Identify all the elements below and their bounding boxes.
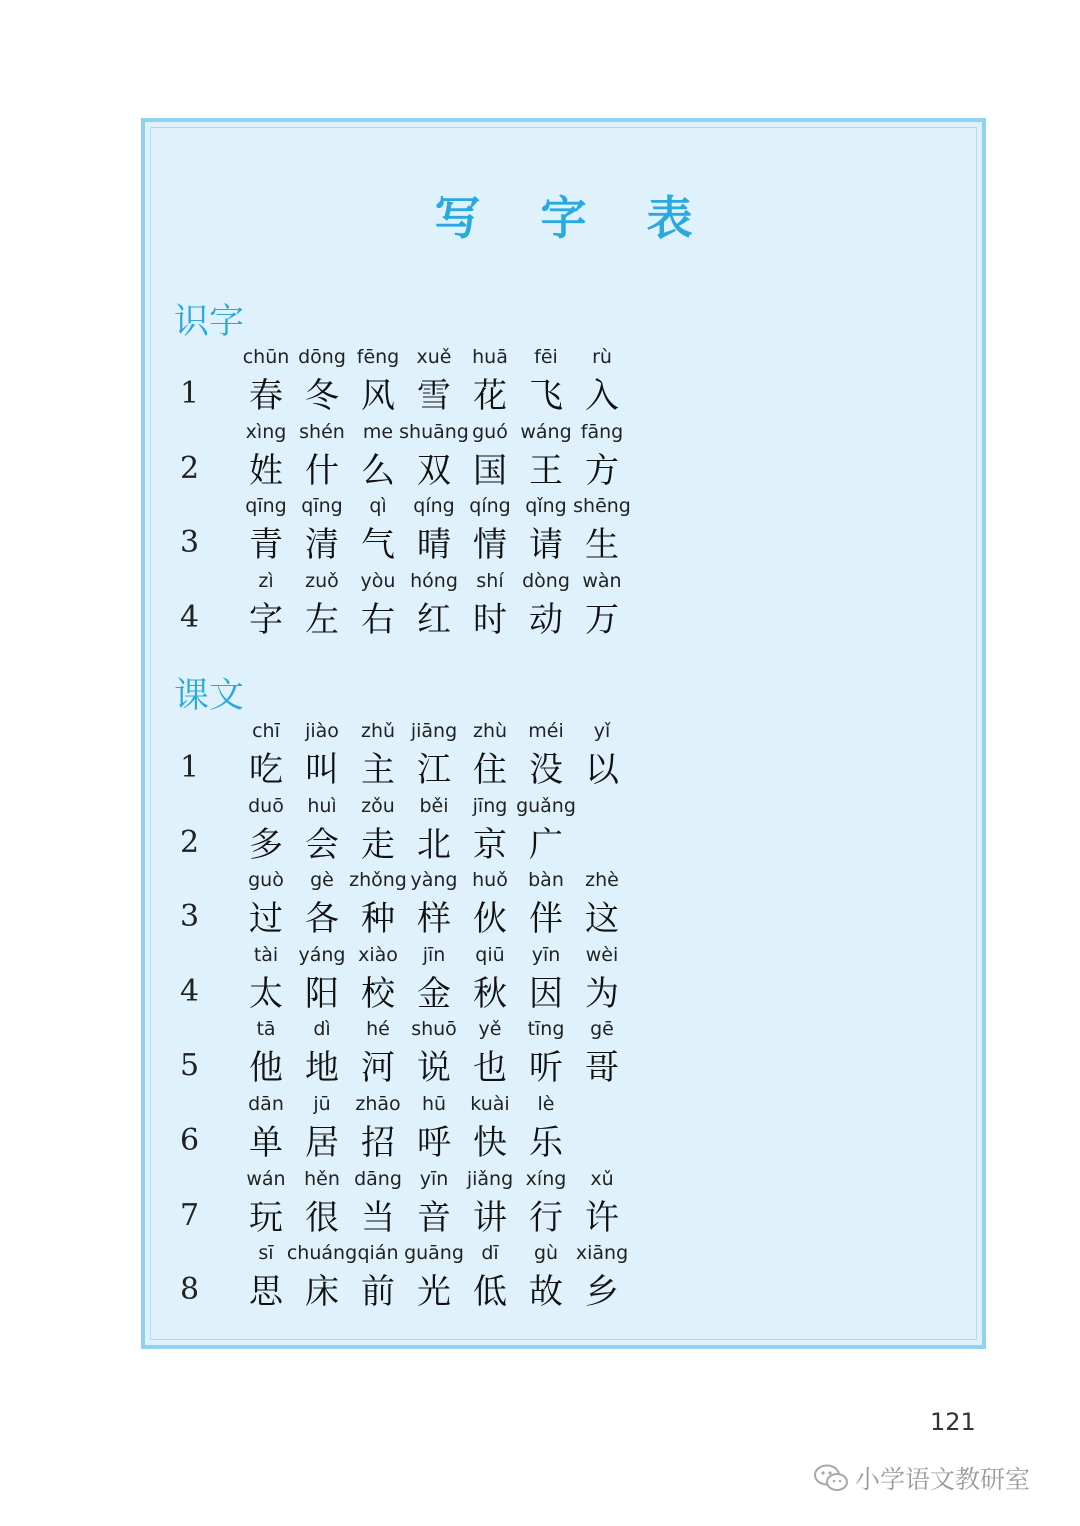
pinyin: shí	[476, 569, 504, 592]
hanzi: 这	[585, 899, 619, 940]
pinyin: yàng	[410, 869, 458, 892]
pinyin: jiǎng	[466, 1167, 514, 1190]
row-number: 6	[180, 1123, 200, 1158]
row-number: 4	[180, 973, 200, 1009]
char-row	[145, 421, 982, 495]
hanzi: 江	[417, 750, 451, 790]
char-row	[145, 1242, 982, 1316]
pinyin: wán	[246, 1167, 286, 1190]
hanzi: 花	[473, 376, 507, 416]
hanzi: 快	[473, 1123, 507, 1163]
hanzi: 会	[305, 824, 339, 865]
pinyin: qián	[357, 1242, 399, 1265]
pinyin: qíng	[469, 495, 511, 518]
hanzi: 地	[305, 1048, 339, 1089]
pinyin: xìng	[245, 420, 287, 443]
hanzi: 伴	[529, 899, 563, 940]
pinyin: huǒ	[472, 869, 508, 892]
pinyin: chūn	[242, 346, 290, 368]
hanzi: 么	[361, 450, 395, 491]
pinyin: rù	[592, 346, 612, 368]
hanzi: 说	[417, 1048, 451, 1089]
hanzi: 音	[417, 1197, 451, 1238]
watermark-text: 小学语文教研室	[855, 1465, 1031, 1494]
writing-table-panel	[141, 118, 986, 1349]
hanzi: 广	[529, 824, 563, 865]
pinyin: dān	[248, 1093, 284, 1115]
char-row	[145, 1168, 982, 1242]
pinyin: yě	[478, 1018, 502, 1041]
pinyin: shén	[299, 420, 345, 443]
hanzi: 红	[417, 599, 451, 640]
row-number: 2	[180, 450, 200, 486]
hanzi: 太	[249, 973, 283, 1014]
pinyin: wàn	[582, 569, 622, 592]
hanzi: 校	[361, 973, 395, 1014]
pinyin: fēng	[356, 346, 400, 368]
char-cell	[572, 495, 632, 569]
hanzi: 招	[361, 1123, 395, 1163]
hanzi: 走	[361, 824, 395, 865]
pinyin: kuài	[470, 1093, 510, 1115]
pinyin: qīng	[301, 495, 343, 518]
hanzi: 金	[417, 973, 451, 1014]
hanzi: 吃	[249, 750, 283, 790]
hanzi: 也	[473, 1048, 507, 1089]
char-cell	[516, 1093, 576, 1167]
hanzi: 听	[529, 1048, 563, 1089]
hanzi: 请	[529, 525, 563, 566]
pinyin: zhè	[585, 869, 619, 892]
pinyin: lè	[537, 1093, 555, 1115]
char-cell	[572, 1168, 632, 1242]
watermark	[813, 1460, 1030, 1496]
char-row	[145, 795, 982, 869]
char-row	[145, 346, 982, 420]
pinyin: xuě	[416, 346, 452, 368]
pinyin: dōng	[298, 346, 346, 368]
pinyin: zhǔ	[360, 720, 396, 742]
hanzi: 秋	[473, 973, 507, 1014]
row-number: 3	[180, 525, 200, 561]
pinyin: zhāo	[355, 1093, 401, 1115]
hanzi: 左	[305, 599, 339, 640]
pinyin: fēi	[534, 346, 558, 368]
row-number: 4	[180, 599, 200, 635]
hanzi: 时	[473, 599, 507, 640]
pinyin: qì	[369, 495, 387, 518]
pinyin: xíng	[525, 1167, 567, 1190]
hanzi: 入	[585, 376, 619, 416]
hanzi: 床	[305, 1272, 339, 1313]
hanzi: 右	[361, 599, 395, 640]
char-cell	[572, 944, 632, 1018]
pinyin: xiào	[358, 943, 398, 966]
pinyin: jiāng	[410, 720, 458, 742]
pinyin: guāng	[404, 1242, 464, 1265]
pinyin: jīng	[472, 794, 508, 817]
pinyin: jiào	[305, 720, 339, 742]
hanzi: 字	[249, 599, 283, 640]
char-cell	[572, 1242, 632, 1316]
pinyin: méi	[528, 720, 564, 742]
pinyin: zuǒ	[305, 569, 339, 592]
row-number: 3	[180, 899, 200, 935]
pinyin: jū	[313, 1093, 331, 1115]
hanzi: 样	[417, 899, 451, 940]
hanzi: 玩	[249, 1197, 283, 1238]
hanzi: 乡	[585, 1272, 619, 1313]
char-cell	[516, 795, 576, 869]
pinyin: gē	[590, 1018, 614, 1041]
wechat-icon	[813, 1463, 849, 1493]
char-cell	[572, 570, 632, 644]
pinyin: yīn	[419, 1167, 449, 1190]
pinyin: zì	[258, 569, 274, 592]
pinyin: dì	[313, 1018, 331, 1041]
pinyin: yīn	[531, 943, 561, 966]
pinyin: hóng	[410, 569, 458, 592]
hanzi: 主	[361, 750, 395, 790]
pinyin: yáng	[298, 943, 346, 966]
hanzi: 叫	[305, 750, 339, 790]
hanzi: 春	[249, 376, 283, 416]
hanzi: 飞	[529, 376, 563, 416]
pinyin: tài	[253, 943, 279, 966]
pinyin: shuāng	[399, 420, 469, 443]
pinyin: zǒu	[361, 794, 395, 817]
hanzi: 生	[585, 525, 619, 566]
pinyin: chuáng	[286, 1242, 358, 1265]
pinyin: xiāng	[575, 1242, 629, 1265]
hanzi: 哥	[585, 1048, 619, 1089]
hanzi: 北	[417, 824, 451, 865]
hanzi: 行	[529, 1197, 563, 1238]
pinyin: me	[362, 420, 394, 443]
pinyin: shēng	[573, 495, 631, 518]
row-number: 7	[180, 1197, 200, 1233]
pinyin: guǎng	[516, 794, 576, 817]
hanzi: 阳	[305, 973, 339, 1014]
pinyin: hěn	[304, 1167, 340, 1190]
page-title: 写 字 表	[434, 191, 715, 245]
hanzi: 因	[529, 973, 563, 1014]
hanzi: 万	[585, 599, 619, 640]
hanzi: 居	[305, 1123, 339, 1163]
hanzi: 青	[249, 525, 283, 566]
hanzi: 风	[361, 376, 395, 416]
hanzi: 王	[529, 450, 563, 491]
pinyin: hé	[366, 1018, 390, 1041]
row-number: 1	[180, 750, 200, 785]
pinyin: huā	[472, 346, 508, 368]
hanzi: 乐	[529, 1123, 563, 1163]
hanzi: 思	[249, 1272, 283, 1313]
row-number: 5	[180, 1048, 200, 1084]
char-cell	[572, 869, 632, 943]
section-heading: 课文	[174, 676, 245, 716]
pinyin: jīn	[422, 943, 446, 966]
char-row	[145, 944, 982, 1018]
hanzi: 他	[249, 1048, 283, 1089]
hanzi: 河	[361, 1048, 395, 1089]
hanzi: 讲	[473, 1197, 507, 1238]
pinyin: qiū	[475, 943, 505, 966]
hanzi: 雪	[417, 376, 451, 416]
hanzi: 晴	[417, 525, 451, 566]
hanzi: 冬	[305, 376, 339, 416]
pinyin: qǐng	[525, 495, 567, 518]
pinyin: bàn	[528, 869, 564, 892]
hanzi: 光	[417, 1272, 451, 1313]
pinyin: xǔ	[590, 1167, 614, 1190]
hanzi: 为	[585, 973, 619, 1014]
pinyin: shuō	[411, 1018, 457, 1041]
pinyin: duō	[248, 794, 284, 817]
pinyin: hū	[421, 1093, 447, 1115]
section-heading: 识字	[174, 302, 245, 342]
hanzi: 故	[529, 1272, 563, 1313]
char-row	[145, 495, 982, 569]
hanzi: 当	[361, 1197, 395, 1238]
pinyin: gè	[310, 869, 334, 892]
hanzi: 气	[361, 525, 395, 566]
hanzi: 没	[529, 750, 563, 790]
char-row	[145, 570, 982, 644]
char-cell	[572, 720, 632, 794]
hanzi: 双	[417, 450, 451, 491]
hanzi: 多	[249, 824, 283, 865]
hanzi: 以	[585, 750, 619, 790]
pinyin: gù	[533, 1242, 559, 1265]
char-cell	[572, 346, 632, 420]
pinyin: tīng	[527, 1018, 565, 1041]
hanzi: 过	[249, 899, 283, 940]
char-cell	[572, 421, 632, 495]
char-row	[145, 1093, 982, 1167]
pinyin: dāng	[354, 1167, 402, 1190]
pinyin: wáng	[520, 420, 572, 443]
pinyin: guò	[248, 869, 284, 892]
pinyin: dī	[481, 1242, 499, 1265]
hanzi: 国	[473, 450, 507, 491]
pinyin: běi	[419, 794, 449, 817]
pinyin: yǐ	[593, 720, 611, 742]
hanzi: 住	[473, 750, 507, 790]
row-number: 8	[180, 1272, 200, 1308]
hanzi: 清	[305, 525, 339, 566]
hanzi: 动	[529, 599, 563, 640]
char-row	[145, 720, 982, 794]
pinyin: qīng	[245, 495, 287, 518]
char-row	[145, 869, 982, 943]
row-number: 2	[180, 824, 200, 860]
char-row	[145, 1018, 982, 1092]
hanzi: 许	[585, 1197, 619, 1238]
pinyin: fāng	[580, 420, 624, 443]
pinyin: wèi	[585, 943, 619, 966]
pinyin: huì	[307, 794, 337, 817]
pinyin: sī	[258, 1242, 274, 1265]
row-number: 1	[180, 376, 200, 411]
hanzi: 姓	[249, 450, 283, 491]
pinyin: guó	[472, 420, 508, 443]
hanzi: 京	[473, 824, 507, 865]
hanzi: 很	[305, 1197, 339, 1238]
pinyin: zhǒng	[349, 869, 407, 892]
pinyin: dòng	[522, 569, 570, 592]
hanzi: 情	[473, 525, 507, 566]
hanzi: 方	[585, 450, 619, 491]
hanzi: 种	[361, 899, 395, 940]
hanzi: 什	[305, 450, 339, 491]
hanzi: 伙	[473, 899, 507, 940]
pinyin: yòu	[360, 569, 396, 592]
pinyin: zhù	[472, 720, 508, 742]
pinyin: chī	[252, 720, 280, 742]
char-cell	[572, 1018, 632, 1092]
hanzi: 单	[249, 1123, 283, 1163]
pinyin: qíng	[413, 495, 455, 518]
hanzi: 低	[473, 1272, 507, 1313]
pinyin: tā	[256, 1018, 276, 1041]
page-number: 121	[930, 1408, 976, 1436]
hanzi: 各	[305, 899, 339, 940]
hanzi: 呼	[417, 1123, 451, 1163]
hanzi: 前	[361, 1272, 395, 1313]
